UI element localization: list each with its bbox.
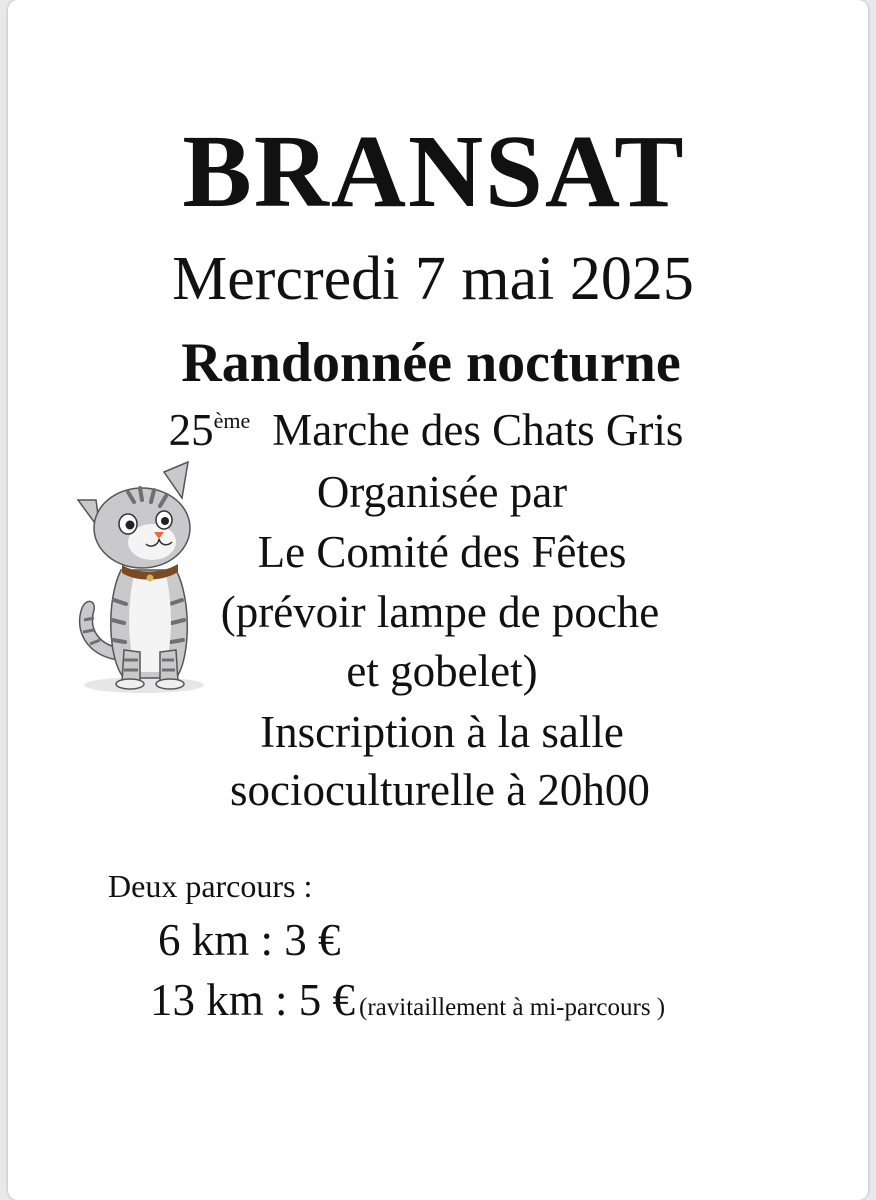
route-note: (ravitaillement à mi-parcours ) <box>359 994 666 1021</box>
walk-name: Marche des Chats Gris <box>272 405 684 455</box>
walk-edition-line <box>0 405 856 455</box>
route-label: 6 km : 3 € <box>158 915 341 965</box>
bring-items-line-2: et gobelet) <box>346 646 538 696</box>
routes-title: Deux parcours : <box>108 868 313 904</box>
registration-line-2: socioculturelle à 20h00 <box>230 765 650 815</box>
poster-sheet <box>8 0 868 1200</box>
bring-items-line-1: (prévoir lampe de poche <box>220 587 660 637</box>
cartoon-cat-icon <box>66 460 216 700</box>
event-date: Mercredi 7 mai 2025 <box>172 245 694 313</box>
route-label: 13 km : 5 € <box>150 975 356 1025</box>
edition-number: 25 <box>168 405 214 455</box>
organised-by-label: Organisée par <box>316 467 568 517</box>
event-title: Randonnée nocturne <box>181 332 681 394</box>
organiser-name: Le Comité des Fêtes <box>257 527 627 577</box>
town-title: BRANSAT <box>182 114 686 229</box>
route-item-6km <box>158 915 341 965</box>
route-item-13km <box>150 975 666 1025</box>
registration-line-1: Inscription à la salle <box>260 707 624 757</box>
edition-suffix: ème <box>213 408 251 433</box>
